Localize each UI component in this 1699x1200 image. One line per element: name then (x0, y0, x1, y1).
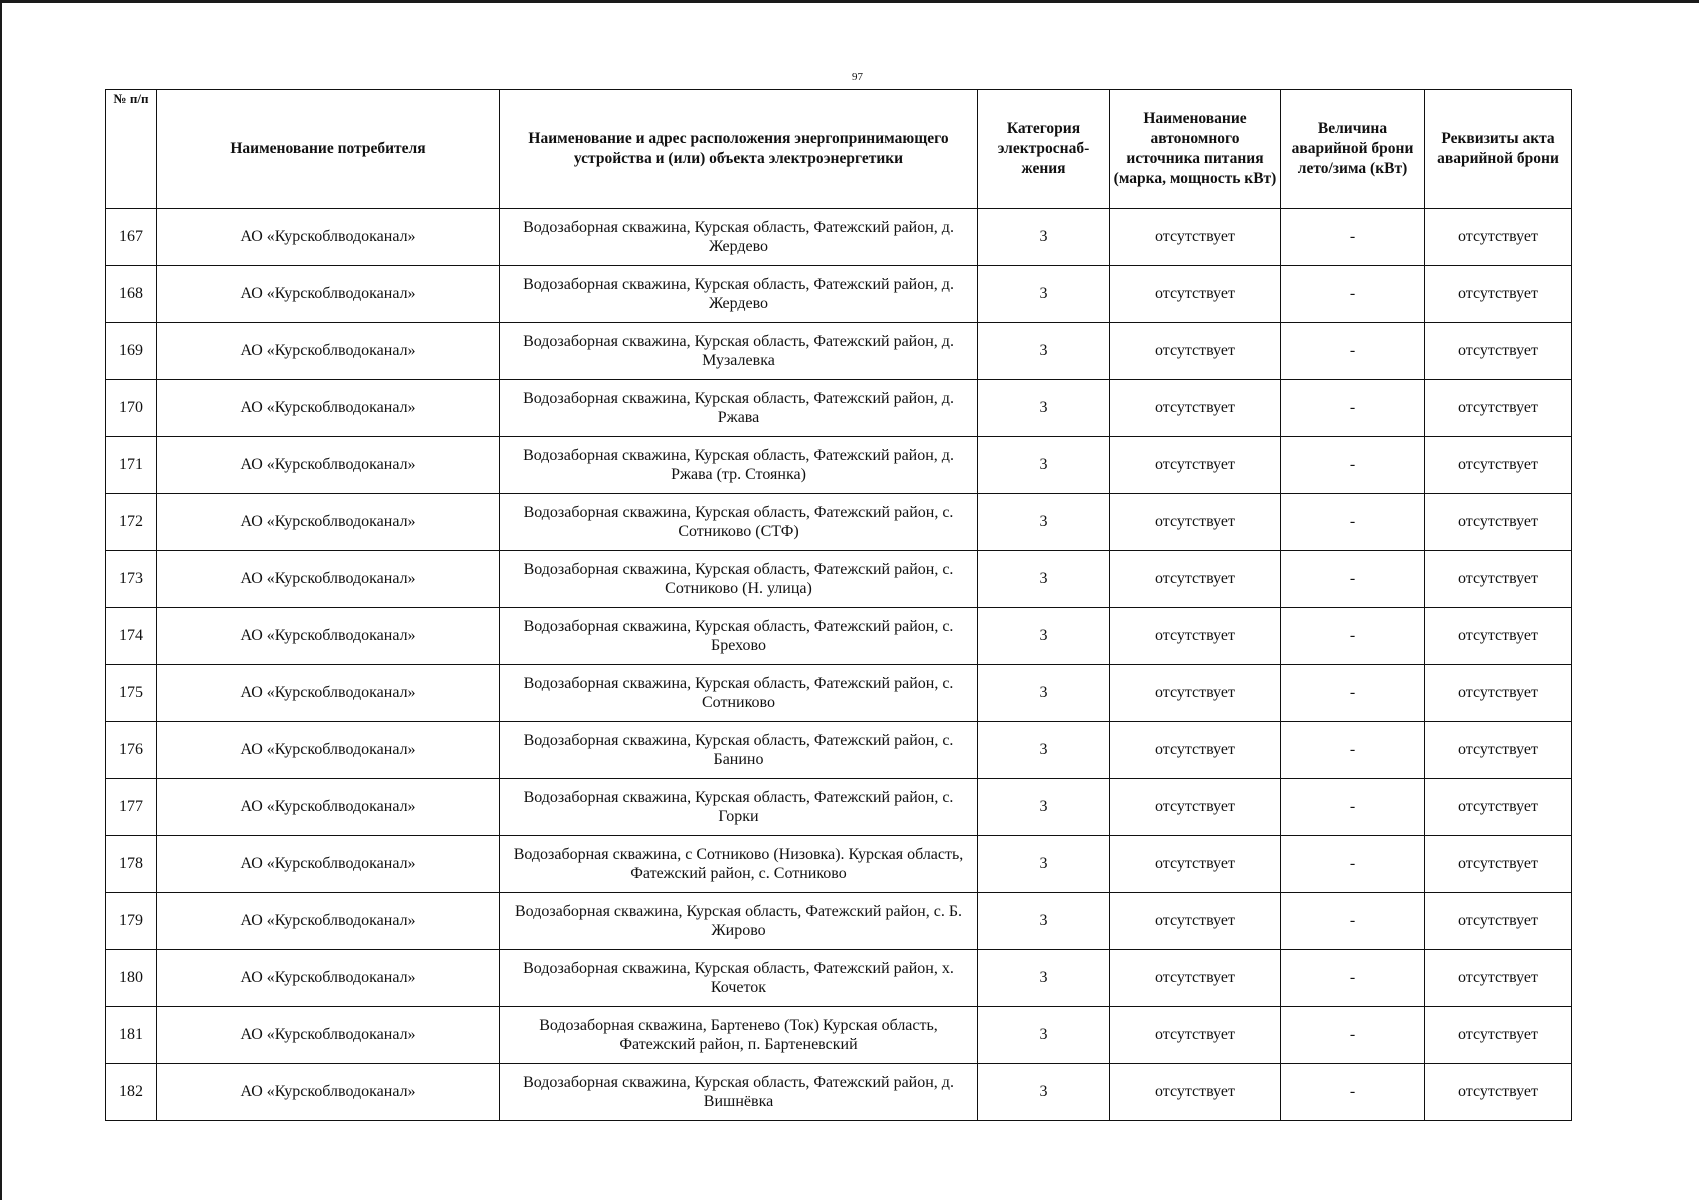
cell-source: отсутствует (1110, 779, 1281, 836)
table-header (106, 90, 1572, 209)
cell-address: Водозаборная скважина, Курская область, Фатежский район, с. Банино (500, 722, 978, 779)
cell-act: отсутствует (1425, 779, 1572, 836)
table-row (106, 209, 1572, 266)
cell-consumer: АО «Курскоблводоканал» (157, 1007, 500, 1064)
cell-consumer: АО «Курскоблводоканал» (157, 1064, 500, 1121)
cell-source: отсутствует (1110, 1064, 1281, 1121)
cell-category: 3 (978, 665, 1110, 722)
cell-reserve: - (1281, 836, 1425, 893)
cell-reserve: - (1281, 494, 1425, 551)
page-number: 97 (852, 71, 863, 83)
cell-act: отсутствует (1425, 551, 1572, 608)
cell-act: отсутствует (1425, 1007, 1572, 1064)
emergency-reserve-table (105, 89, 1572, 1121)
cell-address: Водозаборная скважина, Курская область, Фатежский район, с. Сотниково (СТФ) (500, 494, 978, 551)
cell-category: 3 (978, 437, 1110, 494)
cell-source: отсутствует (1110, 380, 1281, 437)
table-row (106, 608, 1572, 665)
cell-act: отсутствует (1425, 722, 1572, 779)
cell-source: отсутствует (1110, 893, 1281, 950)
cell-address: Водозаборная скважина, Курская область, Фатежский район, с. Брехово (500, 608, 978, 665)
table-row (106, 437, 1572, 494)
cell-consumer: АО «Курскоблводоканал» (157, 551, 500, 608)
cell-category: 3 (978, 551, 1110, 608)
cell-category: 3 (978, 779, 1110, 836)
cell-source: отсутствует (1110, 209, 1281, 266)
cell-reserve: - (1281, 323, 1425, 380)
table-row (106, 779, 1572, 836)
cell-act: отсутствует (1425, 1064, 1572, 1121)
cell-address: Водозаборная скважина, Курская область, Фатежский район, д. Вишнёвка (500, 1064, 978, 1121)
cell-address: Водозаборная скважина, Курская область, Фатежский район, д. Жердево (500, 209, 978, 266)
cell-num: 178 (106, 836, 157, 893)
cell-act: отсутствует (1425, 836, 1572, 893)
cell-reserve: - (1281, 437, 1425, 494)
table-row (106, 1007, 1572, 1064)
table-row (106, 551, 1572, 608)
cell-source: отсутствует (1110, 950, 1281, 1007)
cell-address: Водозаборная скважина, с Сотниково (Низовка). Курская область, Фатежский район, с. Сотниково (500, 836, 978, 893)
cell-address: Водозаборная скважина, Курская область, Фатежский район, д. Ржава (500, 380, 978, 437)
cell-consumer: АО «Курскоблводоканал» (157, 836, 500, 893)
cell-category: 3 (978, 323, 1110, 380)
scan-edge-left (0, 0, 2, 1200)
cell-consumer: АО «Курскоблводоканал» (157, 608, 500, 665)
cell-address: Водозаборная скважина, Курская область, Фатежский район, д. Жердево (500, 266, 978, 323)
cell-num: 172 (106, 494, 157, 551)
table-row (106, 836, 1572, 893)
cell-reserve: - (1281, 1064, 1425, 1121)
cell-address: Водозаборная скважина, Бартенево (Ток) Курская область, Фатежский район, п. Бартеневский (500, 1007, 978, 1064)
cell-category: 3 (978, 836, 1110, 893)
cell-category: 3 (978, 266, 1110, 323)
cell-act: отсутствует (1425, 893, 1572, 950)
cell-address: Водозаборная скважина, Курская область, Фатежский район, с. Сотниково (Н. улица) (500, 551, 978, 608)
cell-consumer: АО «Курскоблводоканал» (157, 665, 500, 722)
cell-category: 3 (978, 950, 1110, 1007)
header-consumer: Наименование потребителя (157, 90, 500, 209)
cell-reserve: - (1281, 551, 1425, 608)
cell-num: 173 (106, 551, 157, 608)
cell-act: отсутствует (1425, 665, 1572, 722)
cell-consumer: АО «Курскоблводоканал» (157, 380, 500, 437)
cell-source: отсутствует (1110, 551, 1281, 608)
cell-consumer: АО «Курскоблводоканал» (157, 950, 500, 1007)
cell-reserve: - (1281, 266, 1425, 323)
cell-act: отсутствует (1425, 437, 1572, 494)
cell-source: отсутствует (1110, 437, 1281, 494)
cell-category: 3 (978, 1007, 1110, 1064)
cell-reserve: - (1281, 893, 1425, 950)
cell-address: Водозаборная скважина, Курская область, Фатежский район, д. Музалевка (500, 323, 978, 380)
cell-consumer: АО «Курскоблводоканал» (157, 494, 500, 551)
table-row (106, 665, 1572, 722)
cell-act: отсутствует (1425, 209, 1572, 266)
cell-act: отсутствует (1425, 608, 1572, 665)
cell-source: отсутствует (1110, 494, 1281, 551)
table-row (106, 950, 1572, 1007)
cell-num: 167 (106, 209, 157, 266)
cell-num: 179 (106, 893, 157, 950)
cell-num: 171 (106, 437, 157, 494)
cell-source: отсутствует (1110, 665, 1281, 722)
cell-source: отсутствует (1110, 266, 1281, 323)
cell-num: 182 (106, 1064, 157, 1121)
cell-category: 3 (978, 1064, 1110, 1121)
cell-consumer: АО «Курскоблводоканал» (157, 209, 500, 266)
cell-consumer: АО «Курскоблводоканал» (157, 779, 500, 836)
cell-num: 175 (106, 665, 157, 722)
header-num: № п/п (106, 90, 157, 209)
header-reserve: Величина аварийной брони лето/зима (кВт) (1281, 90, 1425, 209)
table-row (106, 722, 1572, 779)
cell-num: 168 (106, 266, 157, 323)
cell-act: отсутствует (1425, 950, 1572, 1007)
cell-source: отсутствует (1110, 323, 1281, 380)
cell-num: 176 (106, 722, 157, 779)
cell-num: 174 (106, 608, 157, 665)
cell-num: 180 (106, 950, 157, 1007)
cell-reserve: - (1281, 209, 1425, 266)
table-row (106, 380, 1572, 437)
cell-act: отсутствует (1425, 380, 1572, 437)
cell-category: 3 (978, 722, 1110, 779)
cell-category: 3 (978, 893, 1110, 950)
table-row (106, 893, 1572, 950)
cell-category: 3 (978, 209, 1110, 266)
cell-num: 169 (106, 323, 157, 380)
cell-reserve: - (1281, 779, 1425, 836)
cell-reserve: - (1281, 950, 1425, 1007)
table-row (106, 494, 1572, 551)
table-row (106, 323, 1572, 380)
cell-consumer: АО «Курскоблводоканал» (157, 893, 500, 950)
cell-address: Водозаборная скважина, Курская область, Фатежский район, с. Сотниково (500, 665, 978, 722)
cell-reserve: - (1281, 608, 1425, 665)
cell-category: 3 (978, 380, 1110, 437)
cell-num: 181 (106, 1007, 157, 1064)
table-row (106, 1064, 1572, 1121)
cell-act: отсутствует (1425, 266, 1572, 323)
cell-num: 170 (106, 380, 157, 437)
cell-reserve: - (1281, 1007, 1425, 1064)
header-act: Реквизиты акта аварийной брони (1425, 90, 1572, 209)
cell-num: 177 (106, 779, 157, 836)
cell-consumer: АО «Курскоблводоканал» (157, 722, 500, 779)
cell-source: отсутствует (1110, 836, 1281, 893)
cell-reserve: - (1281, 380, 1425, 437)
cell-category: 3 (978, 608, 1110, 665)
cell-category: 3 (978, 494, 1110, 551)
table-row (106, 266, 1572, 323)
scan-edge-top (0, 0, 1699, 3)
cell-reserve: - (1281, 665, 1425, 722)
cell-address: Водозаборная скважина, Курская область, Фатежский район, с. Б. Жирово (500, 893, 978, 950)
cell-consumer: АО «Курскоблводоканал» (157, 266, 500, 323)
cell-address: Водозаборная скважина, Курская область, Фатежский район, х. Кочеток (500, 950, 978, 1007)
table-body (106, 209, 1572, 1121)
header-address: Наименование и адрес расположения энергопринимающего устройства и (или) объекта электроэнергетики (500, 90, 978, 209)
cell-source: отсутствует (1110, 608, 1281, 665)
cell-address: Водозаборная скважина, Курская область, Фатежский район, д. Ржава (тр. Стоянка) (500, 437, 978, 494)
cell-source: отсутствует (1110, 1007, 1281, 1064)
cell-reserve: - (1281, 722, 1425, 779)
cell-consumer: АО «Курскоблводоканал» (157, 437, 500, 494)
cell-act: отсутствует (1425, 494, 1572, 551)
header-row (106, 90, 1572, 209)
cell-act: отсутствует (1425, 323, 1572, 380)
cell-consumer: АО «Курскоблводоканал» (157, 323, 500, 380)
header-source: Наименование автономного источника питания (марка, мощность кВт) (1110, 90, 1281, 209)
header-category: Категория электроснаб-жения (978, 90, 1110, 209)
cell-source: отсутствует (1110, 722, 1281, 779)
cell-address: Водозаборная скважина, Курская область, Фатежский район, с. Горки (500, 779, 978, 836)
